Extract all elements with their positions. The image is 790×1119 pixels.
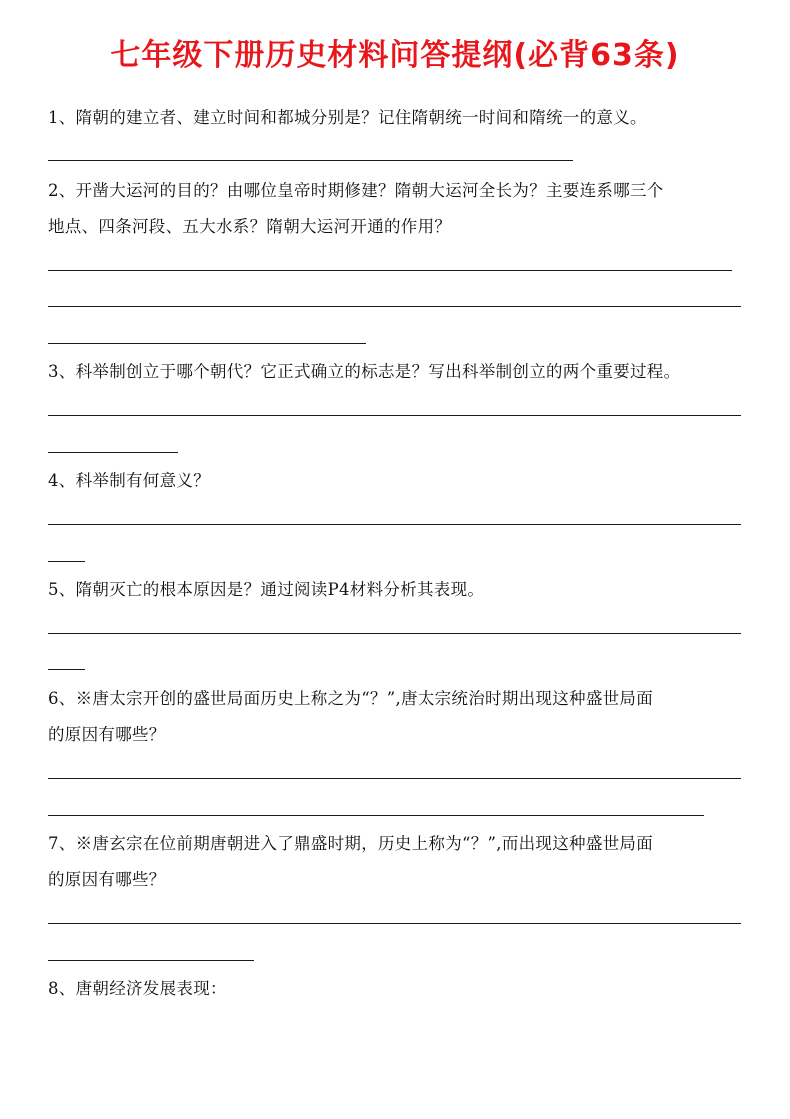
answer-line	[48, 160, 573, 161]
answer-line	[48, 923, 741, 924]
question-6-text: 6、※唐太宗开创的盛世局面历史上称之为“？”,唐太宗统治时期出现这种盛世局面	[48, 689, 654, 708]
answer-line	[48, 524, 741, 525]
question-7-text: 7、※唐玄宗在位前期唐朝进入了鼎盛时期，历史上称为“？”,而出现这种盛世局面	[48, 834, 654, 853]
answer-line	[48, 306, 741, 307]
question-6-text-cont: 的原因有哪些？	[48, 725, 166, 744]
answer-line	[48, 270, 732, 271]
question-3-text: 3、科举制创立于哪个朝代？它正式确立的标志是？写出科举制创立的两个重要过程。	[48, 362, 681, 381]
answer-line	[48, 343, 366, 344]
answer-line	[48, 452, 178, 453]
answer-line	[48, 815, 704, 816]
answer-line	[48, 669, 85, 670]
question-4-text: 4、科举制有何意义？	[48, 471, 210, 490]
question-8-text: 8、唐朝经济发展表现：	[48, 979, 227, 998]
answer-line	[48, 415, 741, 416]
document-title: 七年级下册历史材料问答提纲(必背63条)	[110, 38, 680, 73]
answer-line	[48, 633, 741, 634]
question-1-text: 1、隋朝的建立者、建立时间和都城分别是？记住隋朝统一时间和隋统一的意义。	[48, 108, 647, 127]
question-2-text-cont: 地点、四条河段、五大水系？隋朝大运河开通的作用？	[48, 217, 452, 236]
answer-line	[48, 960, 254, 961]
answer-line	[48, 561, 85, 562]
answer-line	[48, 778, 741, 779]
question-5-text: 5、隋朝灭亡的根本原因是？通过阅读P4材料分析其表现。	[48, 580, 485, 599]
question-2-text: 2、开凿大运河的目的？由哪位皇帝时期修建？隋朝大运河全长为？主要连系哪三个	[48, 181, 664, 200]
question-7-text-cont: 的原因有哪些？	[48, 870, 166, 889]
